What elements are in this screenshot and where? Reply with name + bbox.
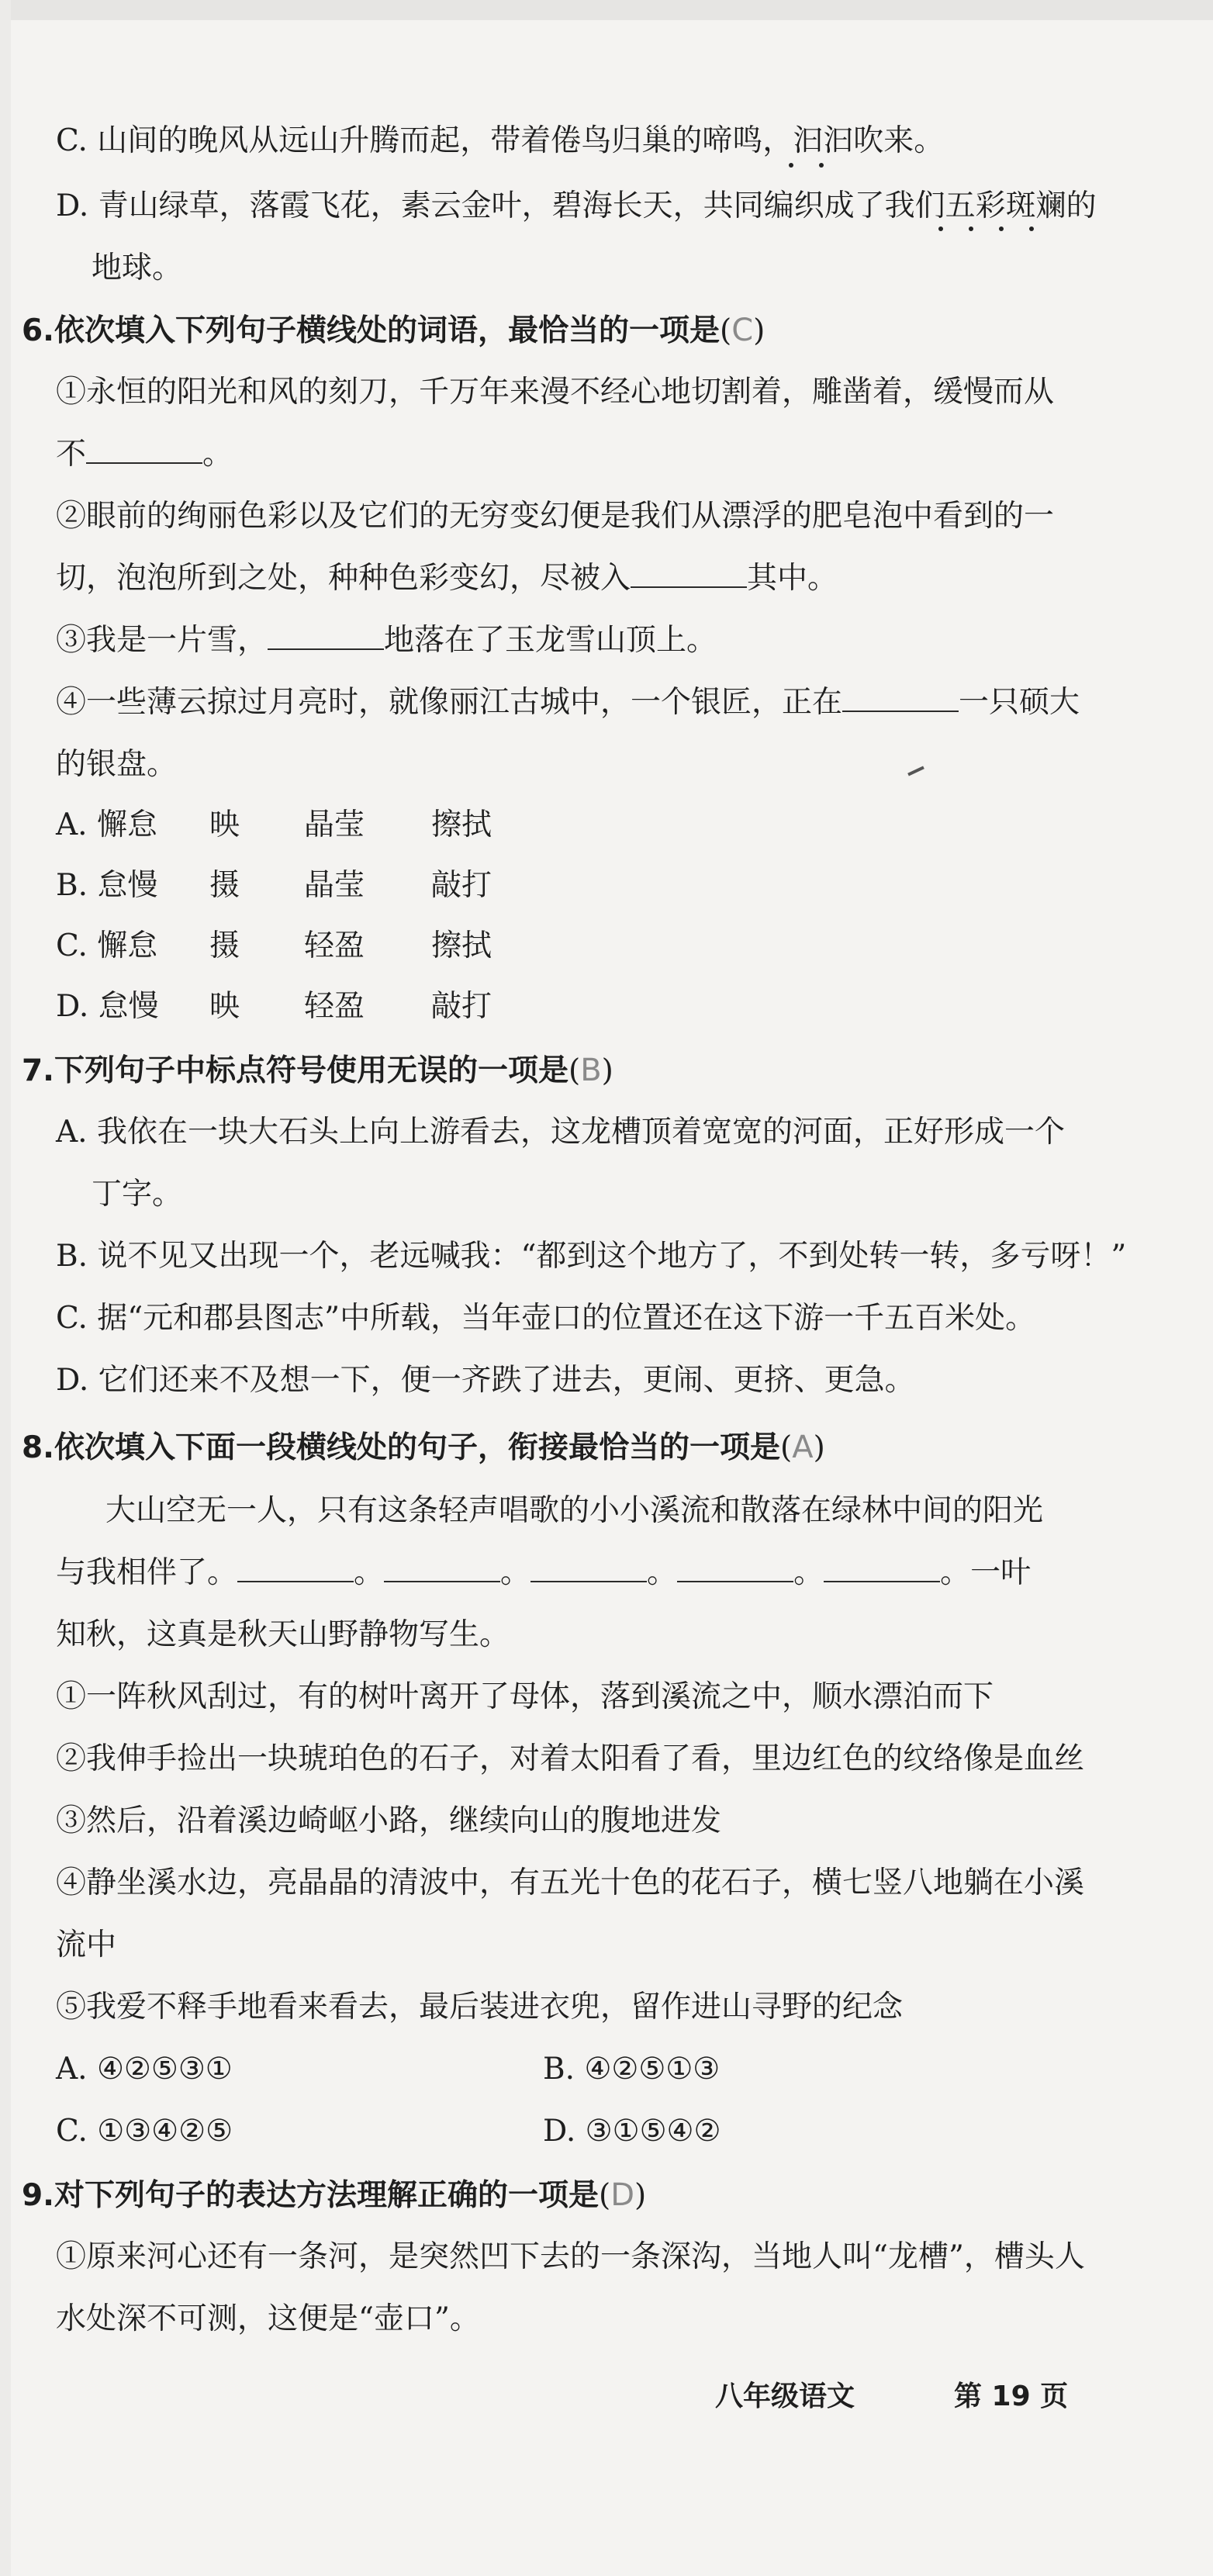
fill-blank[interactable]: [824, 1554, 940, 1582]
q8-stem: 8.依次填入下面一段横线处的句子，衔接最恰当的一项是(A): [22, 1430, 825, 1465]
q8-passage-line2: 与我相伴了。 。 。 。 。 。一叶: [56, 1555, 1032, 1590]
q7-option-b: B. 说不见又出现一个，老远喊我：“都到这个地方了，不到处转一转，多亏呀！”: [56, 1239, 1127, 1274]
scan-shadow-top: [0, 0, 1213, 20]
q6-option-a: A. 懈怠: [56, 807, 157, 842]
scan-shadow-left: [0, 0, 11, 2576]
emphasis-dot: [938, 226, 943, 231]
q8-sentence-4b: 流中: [56, 1928, 117, 1962]
q7-answer: B: [580, 1053, 602, 1088]
q6-option-d-4: 敲打: [431, 989, 492, 1024]
q8-sentence-2: ②我伸手捡出一块琥珀色的石子，对着太阳看了看，里边红色的纹络像是血丝: [56, 1741, 1085, 1776]
fill-blank[interactable]: [677, 1554, 793, 1582]
q6-sentence-1a: ①永恒的阳光和风的刻刀，千万年来漫不经心地切割着，雕凿着，缓慢而从: [56, 375, 1055, 410]
q6-stem-text: 依次填入下列句子横线处的词语，最恰当的一项是: [54, 313, 720, 348]
emphasis-dot: [1029, 226, 1034, 231]
q8-sentence-4a: ④静坐溪水边，亮晶晶的清波中，有五光十色的花石子，横七竖八地躺在小溪: [56, 1865, 1085, 1900]
q6-sentence-4b: 的银盘。: [56, 747, 178, 782]
q6-sentence-4a: ④一些薄云掠过月亮时，就像丽江古城中，一个银匠，正在 一只硕大: [56, 685, 1080, 720]
q6-option-d: D. 怠慢: [56, 989, 159, 1024]
q6-option-c: C. 懈怠: [56, 928, 158, 963]
q8-answer: A: [792, 1430, 814, 1465]
emphasis-dot: [969, 226, 973, 231]
q9-answer: D: [610, 2177, 634, 2213]
q7-option-a-line2: 丁字。: [92, 1177, 183, 1212]
q6-option-c-2: 摄: [209, 928, 240, 963]
q7-option-c: C. 据“元和郡县图志”中所载，当年壶口的位置还在这下游一千五百米处。: [56, 1301, 1036, 1336]
q9-sentence-1b: 水处深不可测，这便是“壶口”。: [56, 2301, 480, 2336]
fill-blank[interactable]: [86, 436, 202, 464]
q6-sentence-3: ③我是一片雪， 地落在了玉龙雪山顶上。: [56, 623, 717, 658]
emphasis-dot: [819, 163, 824, 168]
q8-sentence-5: ⑤我爱不释手地看来看去，最后装进衣兜，留作进山寻野的纪念: [56, 1990, 904, 2024]
q9-sentence-1a: ①原来河心还有一条河，是突然凹下去的一条深沟，当地人叫“龙槽”，槽头人: [56, 2239, 1085, 2274]
q7-option-a-line1: A. 我依在一块大石头上向上游看去，这龙槽顶着宽宽的河面，正好形成一个: [56, 1115, 1065, 1150]
q5-option-d-line2: 地球。: [92, 251, 183, 285]
q6-option-c-3: 轻盈: [304, 928, 365, 963]
q5-option-d-line1: D. 青山绿草，落霞飞花，素云金叶，碧海长天，共同编织成了我们五彩斑斓的: [56, 188, 1097, 223]
q9-stem: 9.对下列句子的表达方法理解正确的一项是(D): [22, 2177, 647, 2213]
q7-option-d: D. 它们还来不及想一下，便一齐跌了进去，更闹、更挤、更急。: [56, 1363, 915, 1398]
q8-sentence-3: ③然后，沿着溪边崎岖小路，继续向山的腹地进发: [56, 1803, 722, 1838]
fill-blank[interactable]: [237, 1554, 354, 1582]
fill-blank[interactable]: [631, 560, 747, 588]
q9-number: 9.: [22, 2178, 54, 2213]
q8-option-b: B. ④②⑤①③: [543, 2052, 721, 2087]
q8-passage-line1: 大山空无一人，只有这条轻声唱歌的小小溪流和散落在绿林中间的阳光: [105, 1493, 1044, 1528]
emphasis-dot: [999, 226, 1004, 231]
q8-option-d: D. ③①⑤④②: [543, 2114, 721, 2149]
q6-sentence-2a: ②眼前的绚丽色彩以及它们的无穷变幻便是我们从漂浮的肥皂泡中看到的一: [56, 499, 1055, 534]
q5-option-c: C. 山间的晚风从远山升腾而起，带着倦鸟归巢的啼鸣，汩汩吹来。: [56, 123, 945, 158]
pen-mark: [907, 766, 924, 776]
q8-number: 8.: [22, 1430, 54, 1465]
q6-option-a-4: 擦拭: [431, 807, 492, 842]
fill-blank[interactable]: [384, 1554, 500, 1582]
q8-option-c: C. ①③④②⑤: [56, 2114, 233, 2149]
q8-passage-line3: 知秋，这真是秋天山野静物写生。: [56, 1617, 510, 1652]
q6-option-b-3: 晶莹: [304, 868, 365, 903]
q6-option-b-4: 敲打: [431, 868, 492, 903]
fill-blank[interactable]: [268, 622, 384, 650]
q6-option-b-2: 摄: [209, 868, 240, 903]
q8-sentence-1: ①一阵秋风刮过，有的树叶离开了母体，落到溪流之中，顺水漂泊而下: [56, 1679, 994, 1714]
q6-sentence-2b: 切，泡泡所到之处，种种色彩变幻，尽被入 其中。: [56, 561, 838, 596]
q6-sentence-1b: 不 。: [56, 437, 233, 472]
emphasis-dot: [789, 163, 793, 168]
q7-number: 7.: [22, 1053, 54, 1088]
q8-stem-text: 依次填入下面一段横线处的句子，衔接最恰当的一项是: [54, 1430, 780, 1465]
q6-answer: C: [731, 313, 754, 348]
fill-blank[interactable]: [530, 1554, 647, 1582]
q6-option-b: B. 怠慢: [56, 868, 158, 903]
q9-stem-text: 对下列句子的表达方法理解正确的一项是: [54, 2177, 599, 2213]
q6-option-a-2: 映: [209, 807, 240, 842]
q6-option-d-2: 映: [209, 989, 240, 1024]
q7-stem-text: 下列句子中标点符号使用无误的一项是: [54, 1053, 568, 1088]
q6-stem: 6.依次填入下列句子横线处的词语，最恰当的一项是(C): [22, 313, 765, 348]
q8-option-a: A. ④②⑤③①: [56, 2052, 233, 2087]
q6-number: 6.: [22, 313, 54, 348]
footer-page-number: 第 19 页: [954, 2381, 1069, 2412]
q6-option-d-3: 轻盈: [304, 989, 365, 1024]
fill-blank[interactable]: [842, 684, 959, 712]
q7-stem: 7.下列句子中标点符号使用无误的一项是(B): [22, 1053, 613, 1088]
q6-option-c-4: 擦拭: [431, 928, 492, 963]
q6-option-a-3: 晶莹: [304, 807, 365, 842]
footer-subject: 八年级语文: [715, 2381, 855, 2412]
